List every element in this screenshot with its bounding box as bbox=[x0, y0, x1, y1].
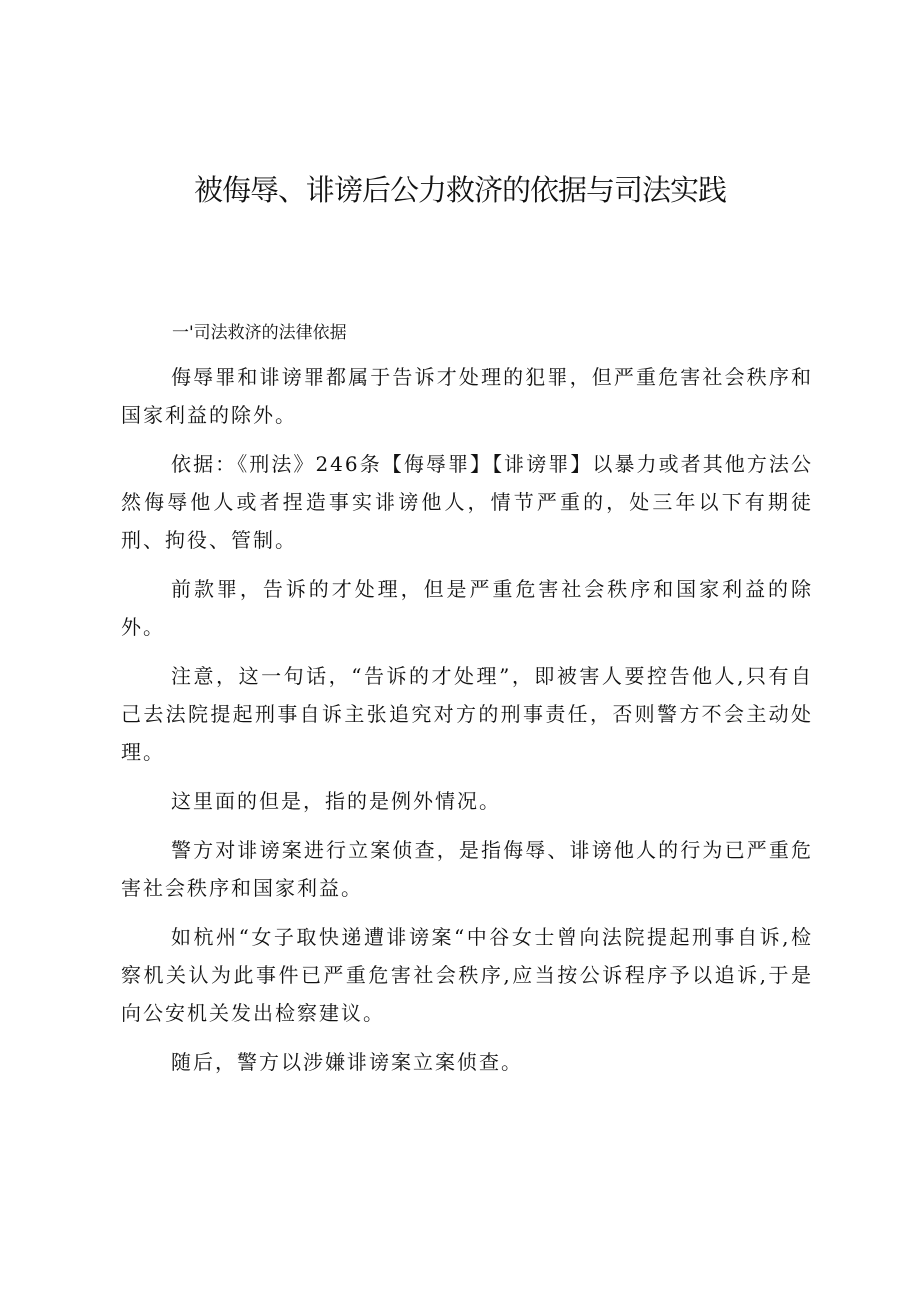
document-title: 被侮辱、诽谤后公力救济的依据与司法实践 bbox=[193, 173, 726, 207]
paragraph-1: 侮辱罪和诽谤罪都属于告诉才处理的犯罪，但严重危害社会秩序和国家利益的除外。 bbox=[121, 365, 813, 427]
section-heading: 一'司法救济的法律依据 bbox=[172, 323, 347, 343]
paragraph-4: 注意，这一句话，“告诉的才处理”，即被害人要控告他人,只有自己去法院提起刑事自诉主张追究对方的刑事责任，否则警方不会主动处理。 bbox=[121, 664, 813, 764]
paragraph-3: 前款罪，告诉的才处理，但是严重危害社会秩序和国家利益的除外。 bbox=[121, 577, 813, 639]
paragraph-7: 如杭州“女子取快递遭诽谤案“中谷女士曾向法院提起刑事自诉,检察机关认为此事件已严重危害社会秩序,应当按公诉程序予以追诉,于是向公安机关发出检察建议。 bbox=[121, 925, 813, 1025]
paragraph-5: 这里面的但是，指的是例外情况。 bbox=[171, 789, 501, 813]
paragraph-6: 警方对诽谤案进行立案侦查，是指侮辱、诽谤他人的行为已严重危害社会秩序和国家利益。 bbox=[121, 838, 813, 900]
paragraph-2: 依据：《刑法》246条【侮辱罪】【诽谤罪】以暴力或者其他方法公然侮辱他人或者捏造事实诽谤他人，情节严重的，处三年以下有期徒刑、拘役、管制。 bbox=[121, 452, 813, 552]
document-body bbox=[121, 358, 813, 1092]
paragraph-8: 随后，警方以涉嫌诽谤案立案侦查。 bbox=[171, 1050, 523, 1074]
